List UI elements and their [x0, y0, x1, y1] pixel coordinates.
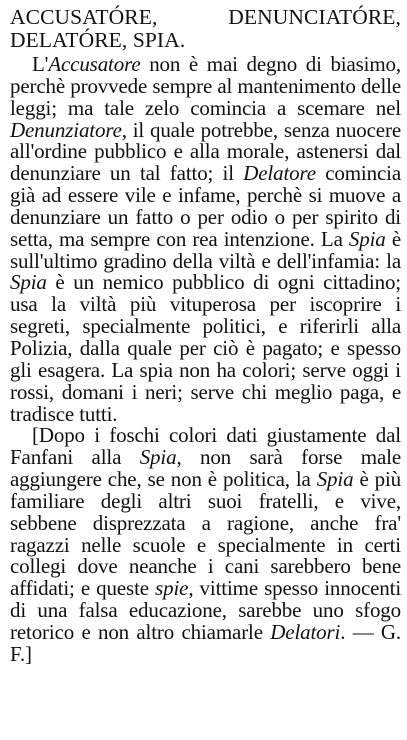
text-run: è più familiare degli altri suoi fratelli, e vive, sebbene disprezzata a ragione, anche fra' ragazzi nelle scuole e specialmente in certi collegi dove neanche i cani sarebbero bene affidati; e queste [10, 467, 401, 601]
entry-paragraph-1 [10, 54, 401, 425]
italic-term: Accusatore [48, 52, 141, 76]
entry-heading: ACCUSATÓRE, DENUNCIATÓRE, DELATÓRE, SPIA. [10, 5, 401, 52]
text-run: L' [32, 52, 49, 76]
italic-term: Denunziatore [10, 117, 122, 142]
italic-term: Delatori [270, 619, 341, 644]
italic-term: Spia [10, 270, 47, 295]
italic-term: Spia [139, 445, 177, 470]
text-run: è un nemico pubblico di ogni cittadino; usa la viltà più vituperosa per iscoprire i segreti, specialmente politici, e riferirli alla Polizia, dalla quale per ciò è pagato; e spesso gli esagera. La spia non ha colori; serve oggi i rossi, domani i neri; serve chi meglio paga, e tradisce tutti. [10, 270, 401, 426]
text-run: , non sarà forse male aggiungere che, se non è politica, la [10, 445, 401, 492]
italic-term: Spia [348, 226, 386, 251]
italic-term: Delatore [243, 161, 316, 186]
text-run: . — G. F.] [10, 619, 402, 666]
text-run: [Dopo i foschi colori dati giustamente dal Fanfani alla [10, 423, 401, 470]
text-run: comincia già ad essere vile e infame, perchè si muove a denunziare un fatto o per odio o per spirito di setta, ma sempre con rea intenzione. La [10, 161, 401, 251]
text-run: , vittime spesso innocenti di una falsa educazione, sarebbe uno sfogo retorico e non altro chiamarle [10, 576, 401, 644]
text-run: è sull'ultimo gradino della viltà e dell'infamia: la [10, 226, 401, 273]
text-run: , il quale potrebbe, senza nuocere all'ordine pubblico e alla morale, astenersi dal denunziare un tal fatto; il [10, 117, 401, 186]
text-run: non è mai degno di biasimo, perchè provvede sempre al mantenimento delle leggi; ma tale zelo comincia a scemare nel [10, 52, 401, 120]
italic-term: Spia [316, 467, 354, 492]
italic-term: spie [155, 576, 189, 601]
entry-paragraph-2 [10, 425, 401, 665]
